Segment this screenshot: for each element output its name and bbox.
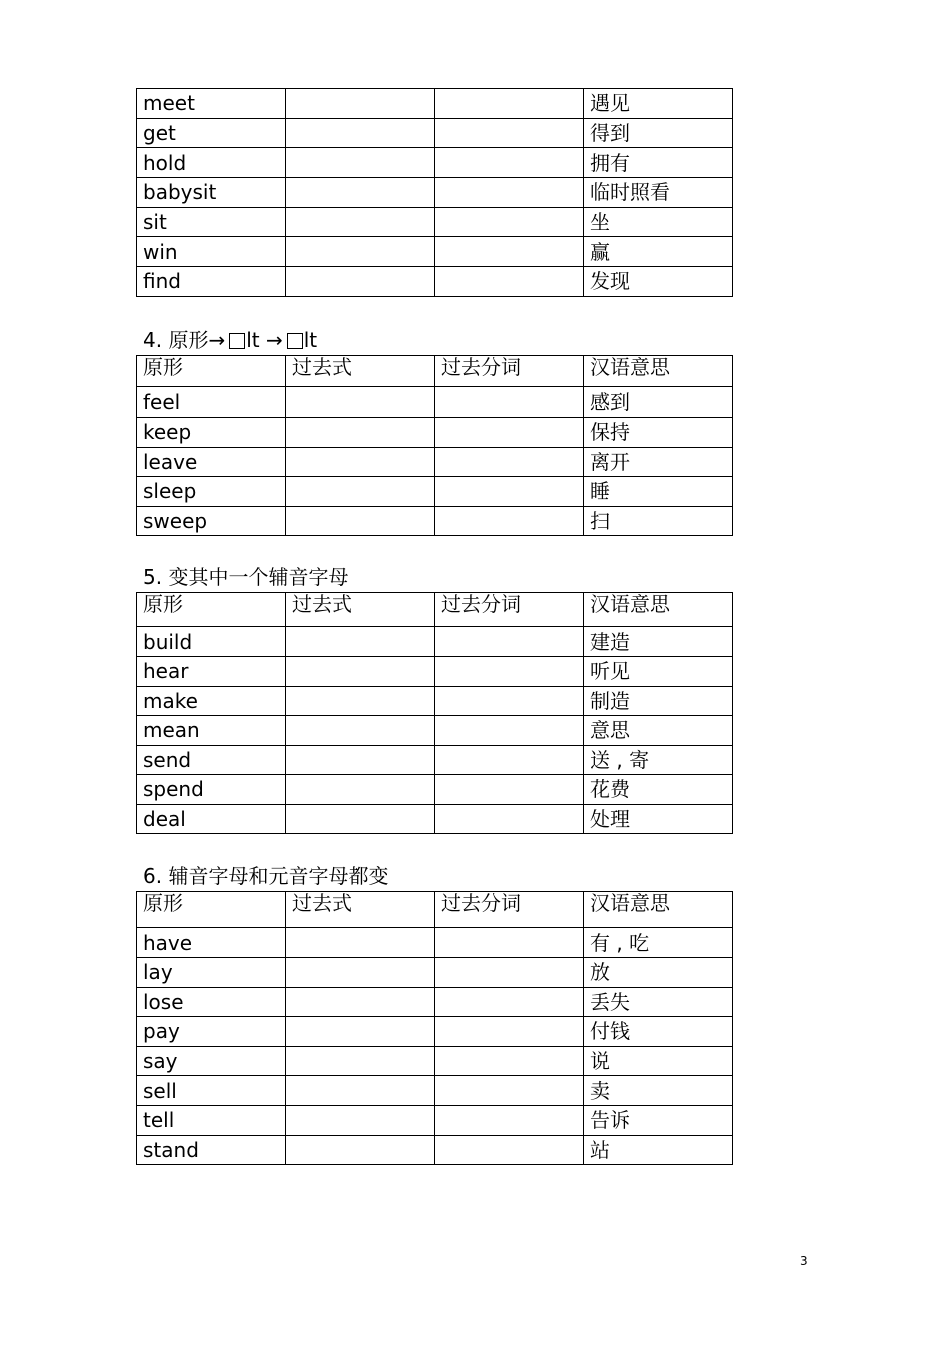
table-header-cell: 汉语意思 [584, 356, 733, 387]
past-tense-cell[interactable] [286, 447, 435, 477]
base-form-cell: have [137, 928, 286, 958]
meaning-cell: 赢 [584, 237, 733, 267]
past-participle-cell[interactable] [435, 89, 584, 119]
past-tense-cell[interactable] [286, 657, 435, 687]
past-participle-cell[interactable] [435, 745, 584, 775]
base-form-cell: sit [137, 207, 286, 237]
table-row [137, 657, 733, 687]
base-form-cell: hold [137, 148, 286, 178]
base-form-cell: find [137, 267, 286, 297]
base-form-cell: win [137, 237, 286, 267]
table-header-row [137, 593, 733, 627]
past-tense-cell[interactable] [286, 418, 435, 448]
meaning-cell: 放 [584, 958, 733, 988]
past-participle-cell[interactable] [435, 477, 584, 507]
section-6-title: 6. 辅音字母和元音字母都变 [143, 864, 389, 888]
meaning-cell: 遇见 [584, 89, 733, 119]
past-tense-cell[interactable] [286, 387, 435, 418]
base-form-cell: spend [137, 775, 286, 805]
past-tense-cell[interactable] [286, 207, 435, 237]
base-form-cell: send [137, 745, 286, 775]
base-form-cell: pay [137, 1017, 286, 1047]
base-form-cell: hear [137, 657, 286, 687]
base-form-cell: lose [137, 987, 286, 1017]
past-tense-cell[interactable] [286, 506, 435, 536]
table-row [137, 627, 733, 657]
past-tense-cell[interactable] [286, 118, 435, 148]
table-row [137, 237, 733, 267]
verb-table-section-5 [136, 592, 733, 834]
meaning-cell: 制造 [584, 686, 733, 716]
table-row [137, 447, 733, 477]
past-participle-cell[interactable] [435, 178, 584, 208]
table-row [137, 477, 733, 507]
table-row [137, 775, 733, 805]
past-participle-cell[interactable] [435, 1046, 584, 1076]
table-header-cell: 原形 [137, 892, 286, 928]
past-participle-cell[interactable] [435, 418, 584, 448]
meaning-cell: 意思 [584, 716, 733, 746]
meaning-cell: 付钱 [584, 1017, 733, 1047]
meaning-cell: 保持 [584, 418, 733, 448]
table-row [137, 928, 733, 958]
table-header-cell: 汉语意思 [584, 593, 733, 627]
table-row [137, 1135, 733, 1165]
table-row [137, 418, 733, 448]
base-form-cell: build [137, 627, 286, 657]
table-row [137, 1046, 733, 1076]
table-header-cell: 过去分词 [435, 892, 584, 928]
past-participle-cell[interactable] [435, 1135, 584, 1165]
table-header-cell: 过去式 [286, 356, 435, 387]
past-participle-cell[interactable] [435, 506, 584, 536]
table-row [137, 987, 733, 1017]
base-form-cell: leave [137, 447, 286, 477]
section-4-title-part-b: lt → [246, 328, 283, 352]
past-participle-cell[interactable] [435, 657, 584, 687]
base-form-cell: sleep [137, 477, 286, 507]
past-tense-cell[interactable] [286, 1017, 435, 1047]
table-row [137, 178, 733, 208]
meaning-cell: 扫 [584, 506, 733, 536]
base-form-cell: keep [137, 418, 286, 448]
table-row [137, 1105, 733, 1135]
table-row [137, 387, 733, 418]
past-participle-cell[interactable] [435, 686, 584, 716]
base-form-cell: mean [137, 716, 286, 746]
past-participle-cell[interactable] [435, 237, 584, 267]
table-header-cell: 原形 [137, 593, 286, 627]
verb-table-section-4 [136, 355, 733, 536]
past-participle-cell[interactable] [435, 447, 584, 477]
meaning-cell: 站 [584, 1135, 733, 1165]
past-tense-cell[interactable] [286, 686, 435, 716]
table-row [137, 1017, 733, 1047]
meaning-cell: 建造 [584, 627, 733, 657]
meaning-cell: 临时照看 [584, 178, 733, 208]
table-header-cell: 过去分词 [435, 593, 584, 627]
meaning-cell: 得到 [584, 118, 733, 148]
past-participle-cell[interactable] [435, 987, 584, 1017]
past-tense-cell[interactable] [286, 928, 435, 958]
past-participle-cell[interactable] [435, 627, 584, 657]
table-header-cell: 过去式 [286, 593, 435, 627]
meaning-cell: 丢失 [584, 987, 733, 1017]
past-participle-cell[interactable] [435, 118, 584, 148]
table-row [137, 716, 733, 746]
table-header-cell: 汉语意思 [584, 892, 733, 928]
past-participle-cell[interactable] [435, 207, 584, 237]
base-form-cell: say [137, 1046, 286, 1076]
past-participle-cell[interactable] [435, 928, 584, 958]
section-4-title [143, 328, 317, 352]
past-tense-cell[interactable] [286, 178, 435, 208]
section-5-title: 5. 变其中一个辅音字母 [143, 565, 349, 589]
base-form-cell: make [137, 686, 286, 716]
past-tense-cell[interactable] [286, 958, 435, 988]
past-tense-cell[interactable] [286, 1046, 435, 1076]
meaning-cell: 卖 [584, 1076, 733, 1106]
base-form-cell: tell [137, 1105, 286, 1135]
meaning-cell: 睡 [584, 477, 733, 507]
past-tense-cell[interactable] [286, 775, 435, 805]
verb-table-continued [136, 88, 733, 297]
base-form-cell: feel [137, 387, 286, 418]
section-4-title-part-a: 4. 原形→ [143, 328, 226, 352]
past-tense-cell[interactable] [286, 148, 435, 178]
past-participle-cell[interactable] [435, 804, 584, 834]
meaning-cell: 感到 [584, 387, 733, 418]
blank-box-icon [229, 333, 245, 349]
past-tense-cell[interactable] [286, 745, 435, 775]
past-participle-cell[interactable] [435, 267, 584, 297]
base-form-cell: sell [137, 1076, 286, 1106]
table-header-cell: 原形 [137, 356, 286, 387]
past-participle-cell[interactable] [435, 1105, 584, 1135]
meaning-cell: 送 , 寄 [584, 745, 733, 775]
meaning-cell: 告诉 [584, 1105, 733, 1135]
past-tense-cell[interactable] [286, 804, 435, 834]
table-row [137, 506, 733, 536]
past-tense-cell[interactable] [286, 89, 435, 119]
past-participle-cell[interactable] [435, 716, 584, 746]
table-header-cell: 过去式 [286, 892, 435, 928]
base-form-cell: meet [137, 89, 286, 119]
table-row [137, 804, 733, 834]
past-participle-cell[interactable] [435, 148, 584, 178]
past-participle-cell[interactable] [435, 775, 584, 805]
past-tense-cell[interactable] [286, 627, 435, 657]
table-row [137, 958, 733, 988]
past-tense-cell[interactable] [286, 1105, 435, 1135]
past-tense-cell[interactable] [286, 1076, 435, 1106]
table-row [137, 89, 733, 119]
table-row [137, 148, 733, 178]
past-tense-cell[interactable] [286, 237, 435, 267]
table-header-row [137, 356, 733, 387]
base-form-cell: deal [137, 804, 286, 834]
past-tense-cell[interactable] [286, 267, 435, 297]
table-row [137, 745, 733, 775]
base-form-cell: stand [137, 1135, 286, 1165]
past-participle-cell[interactable] [435, 1076, 584, 1106]
meaning-cell: 听见 [584, 657, 733, 687]
table-row [137, 118, 733, 148]
past-tense-cell[interactable] [286, 716, 435, 746]
meaning-cell: 说 [584, 1046, 733, 1076]
past-tense-cell[interactable] [286, 477, 435, 507]
meaning-cell: 处理 [584, 804, 733, 834]
meaning-cell: 花费 [584, 775, 733, 805]
meaning-cell: 离开 [584, 447, 733, 477]
blank-box-icon [287, 333, 303, 349]
table-row [137, 267, 733, 297]
table-row [137, 207, 733, 237]
past-participle-cell[interactable] [435, 958, 584, 988]
page-number: 3 [800, 1254, 808, 1268]
base-form-cell: lay [137, 958, 286, 988]
base-form-cell: babysit [137, 178, 286, 208]
table-row [137, 686, 733, 716]
past-tense-cell[interactable] [286, 1135, 435, 1165]
meaning-cell: 拥有 [584, 148, 733, 178]
table-header-cell: 过去分词 [435, 356, 584, 387]
base-form-cell: get [137, 118, 286, 148]
meaning-cell: 坐 [584, 207, 733, 237]
past-tense-cell[interactable] [286, 987, 435, 1017]
past-participle-cell[interactable] [435, 387, 584, 418]
section-4-title-part-c: lt [303, 328, 318, 352]
table-row [137, 1076, 733, 1106]
table-header-row [137, 892, 733, 928]
past-participle-cell[interactable] [435, 1017, 584, 1047]
meaning-cell: 发现 [584, 267, 733, 297]
verb-table-section-6 [136, 891, 733, 1165]
meaning-cell: 有 , 吃 [584, 928, 733, 958]
base-form-cell: sweep [137, 506, 286, 536]
